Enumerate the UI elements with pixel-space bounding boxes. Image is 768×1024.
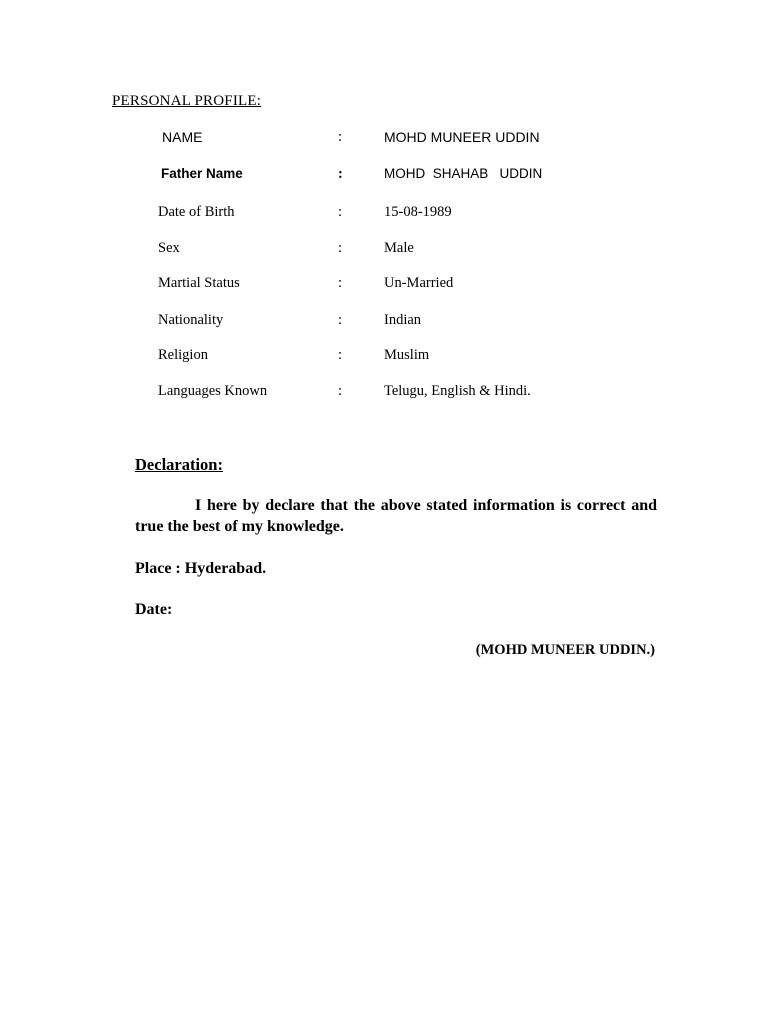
nationality-value: Indian xyxy=(384,312,422,328)
father-name-label: Father Name xyxy=(161,166,243,181)
declaration-heading: Declaration: xyxy=(135,455,223,474)
father-name-colon: : xyxy=(338,166,343,182)
nationality-label: Nationality xyxy=(158,312,224,328)
name-colon: : xyxy=(338,129,343,145)
sex-colon: : xyxy=(338,240,343,256)
languages-known-value: Telugu, English & Hindi. xyxy=(384,383,531,399)
religion-label: Religion xyxy=(158,347,208,363)
nationality-colon: : xyxy=(338,312,343,328)
date-line: Date: xyxy=(135,601,173,618)
religion-colon: : xyxy=(338,347,343,363)
date-of-birth-value: 15-08-1989 xyxy=(384,204,452,220)
date-of-birth-colon: : xyxy=(338,204,343,220)
sex-value: Male xyxy=(384,240,414,256)
declaration-body: I here by declare that the above stated information is correct and true the best of my knowledge. xyxy=(135,497,657,535)
marital-status-value: Un-Married xyxy=(384,275,454,291)
languages-known-label: Languages Known xyxy=(158,383,268,399)
place-line: Place : Hyderabad. xyxy=(135,560,267,577)
date-of-birth-label: Date of Birth xyxy=(158,204,235,220)
personal-profile-heading: PERSONAL PROFILE: xyxy=(112,93,262,109)
name-label: NAME xyxy=(162,129,203,145)
marital-status-label: Martial Status xyxy=(158,275,240,291)
father-name-value: MOHD SHAHAB UDDIN xyxy=(384,166,543,181)
languages-known-colon: : xyxy=(338,383,343,399)
sex-label: Sex xyxy=(158,240,180,256)
religion-value: Muslim xyxy=(384,347,430,363)
signature-name: (MOHD MUNEER UDDIN.) xyxy=(475,642,655,658)
marital-status-colon: : xyxy=(338,275,343,291)
name-value: MOHD MUNEER UDDIN xyxy=(384,129,540,145)
